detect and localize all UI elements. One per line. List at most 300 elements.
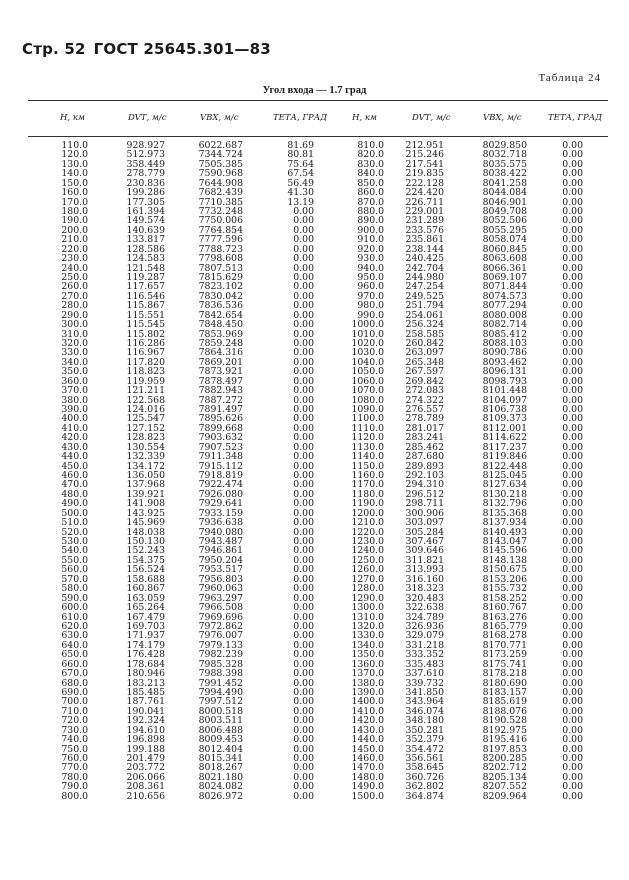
cell-theta-right: 0.00 <box>562 658 583 670</box>
cell-vbx-left: 7823.102 <box>198 281 243 293</box>
cell-theta-left: 0.00 <box>293 554 314 566</box>
cell-dvt-right: 222.128 <box>405 177 444 189</box>
cell-dvt-left: 190.041 <box>126 705 165 717</box>
cell-altitude-left: 290.0 <box>61 309 88 321</box>
cell-dvt-left: 128.586 <box>126 243 165 255</box>
cell-vbx-left: 7976.007 <box>198 630 243 642</box>
cell-theta-right: 0.00 <box>562 554 583 566</box>
cell-altitude-left: 170.0 <box>61 196 88 208</box>
cell-theta-right: 0.00 <box>562 451 583 463</box>
cell-vbx-left: 7798.608 <box>198 253 243 265</box>
page-number: Стр. 52 <box>22 40 86 58</box>
cell-altitude-right: 1130.0 <box>351 441 384 453</box>
cell-dvt-left: 196.898 <box>126 734 165 746</box>
cell-dvt-right: 274.322 <box>405 394 444 406</box>
cell-vbx-left: 7887.272 <box>198 394 243 406</box>
cell-altitude-left: 440.0 <box>61 451 88 463</box>
cell-altitude-right: 1140.0 <box>351 451 384 463</box>
cell-theta-right: 0.00 <box>562 771 583 783</box>
cell-altitude-left: 680.0 <box>61 677 88 689</box>
cell-vbx-left: 7950.204 <box>198 554 243 566</box>
cell-dvt-right: 305.284 <box>405 526 444 538</box>
cell-theta-right: 0.00 <box>562 592 583 604</box>
cell-theta-right: 0.00 <box>562 215 583 227</box>
cell-dvt-left: 192.324 <box>126 715 165 727</box>
cell-vbx-right: 8058.074 <box>482 234 527 246</box>
cell-vbx-right: 8145.596 <box>482 545 527 557</box>
cell-dvt-right: 339.732 <box>405 677 444 689</box>
cell-altitude-left: 640.0 <box>61 639 88 651</box>
cell-dvt-right: 254.061 <box>405 309 444 321</box>
cell-theta-right: 0.00 <box>562 404 583 416</box>
cell-vbx-left: 7815.629 <box>198 272 243 284</box>
cell-theta-left: 0.00 <box>293 309 314 321</box>
cell-vbx-right: 8038.422 <box>482 168 527 180</box>
cell-dvt-right: 278.789 <box>405 413 444 425</box>
cell-altitude-left: 750.0 <box>61 743 88 755</box>
cell-theta-left: 0.00 <box>293 422 314 434</box>
cell-dvt-left: 148.038 <box>126 526 165 538</box>
cell-vbx-right: 8200.285 <box>482 752 527 764</box>
cell-theta-right: 0.00 <box>562 385 583 397</box>
cell-vbx-right: 8119.846 <box>482 451 527 463</box>
cell-dvt-left: 160.867 <box>126 583 165 595</box>
cell-dvt-right: 318.323 <box>405 583 444 595</box>
cell-vbx-left: 7956.803 <box>198 573 243 585</box>
cell-altitude-left: 250.0 <box>61 272 88 284</box>
cell-altitude-left: 190.0 <box>61 215 88 227</box>
cell-dvt-left: 183.213 <box>126 677 165 689</box>
cell-altitude-right: 1500.0 <box>351 790 384 802</box>
cell-theta-left: 0.00 <box>293 526 314 538</box>
cell-altitude-left: 580.0 <box>61 583 88 595</box>
cell-altitude-right: 940.0 <box>357 262 384 274</box>
cell-theta-left: 0.00 <box>293 507 314 519</box>
cell-altitude-left: 130.0 <box>61 158 88 170</box>
cell-vbx-left: 7988.398 <box>198 668 243 680</box>
cell-altitude-right: 1390.0 <box>351 686 384 698</box>
cell-vbx-left: 7882.943 <box>198 385 243 397</box>
cell-dvt-right: 307.467 <box>405 536 444 548</box>
cell-dvt-right: 300.906 <box>405 507 444 519</box>
cell-altitude-right: 1310.0 <box>351 611 384 623</box>
col-head-altitude-right: Н, км <box>352 113 377 123</box>
cell-vbx-left: 8012.404 <box>198 743 243 755</box>
cell-dvt-right: 242.704 <box>405 262 444 274</box>
cell-theta-left: 0.00 <box>293 234 314 246</box>
cell-dvt-right: 267.597 <box>405 366 444 378</box>
cell-theta-left: 0.00 <box>293 705 314 717</box>
cell-altitude-right: 1260.0 <box>351 564 384 576</box>
cell-dvt-right: 269.842 <box>405 375 444 387</box>
cell-vbx-right: 8205.134 <box>482 771 527 783</box>
cell-theta-right: 0.00 <box>562 668 583 680</box>
cell-dvt-right: 244.980 <box>405 272 444 284</box>
cell-vbx-right: 8125.045 <box>482 470 527 482</box>
cell-altitude-left: 550.0 <box>61 554 88 566</box>
cell-theta-left: 0.00 <box>293 583 314 595</box>
cell-vbx-right: 8077.294 <box>482 300 527 312</box>
cell-dvt-right: 309.646 <box>405 545 444 557</box>
cell-vbx-left: 7710.385 <box>198 196 243 208</box>
cell-dvt-left: 178.684 <box>126 658 165 670</box>
cell-vbx-left: 7903.632 <box>198 432 243 444</box>
cell-dvt-left: 124.016 <box>126 404 165 416</box>
cell-altitude-left: 110.0 <box>61 140 88 151</box>
cell-theta-right: 0.00 <box>562 583 583 595</box>
cell-altitude-left: 600.0 <box>61 602 88 614</box>
cell-vbx-left: 8006.488 <box>198 724 243 736</box>
cell-theta-left: 67.54 <box>287 168 314 180</box>
cell-theta-left: 0.00 <box>293 734 314 746</box>
cell-vbx-left: 7807.513 <box>198 262 243 274</box>
cell-vbx-right: 8155.732 <box>482 583 527 595</box>
cell-theta-right: 0.00 <box>562 375 583 387</box>
cell-theta-right: 0.00 <box>562 309 583 321</box>
cell-theta-right: 0.00 <box>562 347 583 359</box>
cell-vbx-left: 8026.972 <box>198 790 243 802</box>
cell-vbx-right: 8143.047 <box>482 536 527 548</box>
cell-theta-right: 0.00 <box>562 187 583 199</box>
cell-vbx-right: 8140.493 <box>482 526 527 538</box>
cell-dvt-left: 185.485 <box>126 686 165 698</box>
cell-theta-right: 0.00 <box>562 243 583 255</box>
cell-altitude-left: 300.0 <box>61 319 88 331</box>
cell-theta-right: 0.00 <box>562 752 583 764</box>
cell-altitude-right: 1270.0 <box>351 573 384 585</box>
cell-vbx-left: 7505.385 <box>198 158 243 170</box>
cell-theta-left: 0.00 <box>293 366 314 378</box>
cell-theta-right: 0.00 <box>562 432 583 444</box>
cell-altitude-right: 810.0 <box>357 140 384 151</box>
cell-vbx-left: 7979.133 <box>198 639 243 651</box>
cell-dvt-right: 240.425 <box>405 253 444 265</box>
cell-vbx-left: 8009.453 <box>198 734 243 746</box>
cell-altitude-left: 400.0 <box>61 413 88 425</box>
cell-dvt-left: 180.946 <box>126 668 165 680</box>
cell-altitude-right: 1410.0 <box>351 705 384 717</box>
cell-dvt-left: 230.836 <box>126 177 165 189</box>
cell-vbx-right: 8195.416 <box>482 734 527 746</box>
col-head-altitude-left: Н, км <box>60 113 85 123</box>
cell-dvt-left: 130.554 <box>126 441 165 453</box>
cell-theta-right: 0.00 <box>562 734 583 746</box>
cell-vbx-right: 8158.252 <box>482 592 527 604</box>
cell-vbx-right: 8135.368 <box>482 507 527 519</box>
cell-vbx-right: 8088.103 <box>482 338 527 350</box>
cell-theta-left: 0.00 <box>293 790 314 802</box>
cell-theta-right: 0.00 <box>562 338 583 350</box>
cell-altitude-right: 1290.0 <box>351 592 384 604</box>
cell-vbx-left: 7864.316 <box>198 347 243 359</box>
cell-dvt-right: 283.241 <box>405 432 444 444</box>
cell-vbx-left: 7969.696 <box>198 611 243 623</box>
cell-dvt-right: 260.842 <box>405 338 444 350</box>
cell-altitude-right: 1160.0 <box>351 470 384 482</box>
cell-dvt-right: 350.281 <box>405 724 444 736</box>
cell-theta-left: 0.00 <box>293 564 314 576</box>
cell-altitude-right: 1320.0 <box>351 620 384 632</box>
cell-theta-right: 0.00 <box>562 262 583 274</box>
cell-theta-left: 0.00 <box>293 658 314 670</box>
cell-altitude-left: 260.0 <box>61 281 88 293</box>
cell-altitude-left: 480.0 <box>61 488 88 500</box>
cell-vbx-right: 8096.131 <box>482 366 527 378</box>
cell-altitude-left: 390.0 <box>61 404 88 416</box>
col-head-vbx-right: VВХ, м/с <box>483 113 522 123</box>
cell-theta-right: 0.00 <box>562 479 583 491</box>
cell-vbx-right: 8044.084 <box>482 187 527 199</box>
cell-dvt-left: 140.639 <box>126 224 165 236</box>
cell-altitude-right: 1360.0 <box>351 658 384 670</box>
cell-altitude-right: 1030.0 <box>351 347 384 359</box>
cell-dvt-right: 287.680 <box>405 451 444 463</box>
cell-vbx-left: 7982.239 <box>198 649 243 661</box>
cell-dvt-left: 203.772 <box>126 762 165 774</box>
cell-theta-left: 0.00 <box>293 262 314 274</box>
cell-dvt-right: 219.835 <box>405 168 444 180</box>
cell-altitude-left: 420.0 <box>61 432 88 444</box>
cell-vbx-left: 7895.626 <box>198 413 243 425</box>
cell-theta-right: 0.00 <box>562 206 583 217</box>
cell-theta-left: 0.00 <box>293 771 314 783</box>
col-head-vbx-left: VВХ, м/с <box>200 113 239 123</box>
cell-dvt-right: 333.352 <box>405 649 444 661</box>
cell-altitude-right: 990.0 <box>357 309 384 321</box>
cell-altitude-left: 140.0 <box>61 168 88 180</box>
page-header <box>22 40 271 58</box>
cell-theta-right: 0.00 <box>562 564 583 576</box>
cell-dvt-left: 165.264 <box>126 602 165 614</box>
cell-altitude-right: 960.0 <box>357 281 384 293</box>
cell-dvt-right: 238.144 <box>405 243 444 255</box>
cell-altitude-right: 1220.0 <box>351 526 384 538</box>
cell-dvt-right: 358.645 <box>405 762 444 774</box>
cell-theta-right: 0.00 <box>562 498 583 510</box>
cell-altitude-right: 1370.0 <box>351 668 384 680</box>
cell-altitude-right: 850.0 <box>357 177 384 189</box>
cell-theta-left: 13.19 <box>287 196 314 208</box>
cell-vbx-right: 8049.708 <box>482 206 527 217</box>
cell-dvt-left: 199.188 <box>126 743 165 755</box>
cell-theta-right: 0.00 <box>562 639 583 651</box>
cell-vbx-left: 7869.201 <box>198 356 243 368</box>
cell-theta-left: 0.00 <box>293 696 314 708</box>
cell-dvt-left: 158.688 <box>126 573 165 585</box>
cell-theta-right: 0.00 <box>562 724 583 736</box>
cell-theta-left: 0.00 <box>293 347 314 359</box>
cell-vbx-left: 7926.080 <box>198 488 243 500</box>
cell-dvt-right: 352.379 <box>405 734 444 746</box>
cell-theta-left: 0.00 <box>293 206 314 217</box>
cell-theta-left: 0.00 <box>293 488 314 500</box>
cell-vbx-left: 7788.723 <box>198 243 243 255</box>
cell-vbx-right: 8106.738 <box>482 404 527 416</box>
cell-theta-right: 0.00 <box>562 762 583 774</box>
cell-dvt-left: 124.583 <box>126 253 165 265</box>
cell-altitude-right: 1040.0 <box>351 356 384 368</box>
cell-altitude-right: 1440.0 <box>351 734 384 746</box>
cell-theta-left: 0.00 <box>293 573 314 585</box>
cell-altitude-right: 1480.0 <box>351 771 384 783</box>
cell-dvt-right: 303.097 <box>405 517 444 529</box>
cell-dvt-left: 139.921 <box>126 488 165 500</box>
cell-theta-left: 0.00 <box>293 545 314 557</box>
cell-altitude-left: 530.0 <box>61 536 88 548</box>
cell-altitude-left: 590.0 <box>61 592 88 604</box>
cell-theta-left: 0.00 <box>293 394 314 406</box>
cell-vbx-right: 8117.237 <box>482 441 527 453</box>
cell-altitude-left: 210.0 <box>61 234 88 246</box>
cell-theta-left: 0.00 <box>293 224 314 236</box>
cell-theta-left: 0.00 <box>293 385 314 397</box>
cell-theta-left: 0.00 <box>293 290 314 302</box>
cell-dvt-left: 201.479 <box>126 752 165 764</box>
cell-altitude-left: 790.0 <box>61 781 88 793</box>
cell-dvt-left: 133.817 <box>126 234 165 246</box>
cell-theta-left: 0.00 <box>293 479 314 491</box>
cell-altitude-left: 200.0 <box>61 224 88 236</box>
cell-theta-right: 0.00 <box>562 620 583 632</box>
cell-theta-right: 0.00 <box>562 696 583 708</box>
cell-theta-right: 0.00 <box>562 328 583 340</box>
cell-dvt-right: 329.079 <box>405 630 444 642</box>
cell-altitude-right: 1010.0 <box>351 328 384 340</box>
cell-dvt-left: 116.546 <box>126 290 165 302</box>
cell-theta-left: 0.00 <box>293 686 314 698</box>
cell-altitude-left: 520.0 <box>61 526 88 538</box>
cell-theta-right: 0.00 <box>562 630 583 642</box>
cell-theta-left: 0.00 <box>293 536 314 548</box>
cell-vbx-right: 8183.157 <box>482 686 527 698</box>
cell-vbx-right: 8046.901 <box>482 196 527 208</box>
cell-theta-right: 0.00 <box>562 413 583 425</box>
cell-dvt-left: 928.927 <box>126 140 165 151</box>
cell-vbx-right: 8153.206 <box>482 573 527 585</box>
cell-vbx-left: 7644.908 <box>198 177 243 189</box>
cell-altitude-left: 450.0 <box>61 460 88 472</box>
cell-dvt-right: 320.483 <box>405 592 444 604</box>
cell-vbx-right: 8052.506 <box>482 215 527 227</box>
cell-altitude-right: 1280.0 <box>351 583 384 595</box>
cell-vbx-left: 7943.487 <box>198 536 243 548</box>
cell-dvt-right: 285.462 <box>405 441 444 453</box>
cell-dvt-left: 154.375 <box>126 554 165 566</box>
cell-theta-right: 0.00 <box>562 290 583 302</box>
cell-altitude-left: 360.0 <box>61 375 88 387</box>
cell-vbx-right: 8173.259 <box>482 649 527 661</box>
cell-dvt-left: 115.802 <box>126 328 165 340</box>
cell-altitude-left: 120.0 <box>61 149 88 161</box>
cell-vbx-left: 7985.328 <box>198 658 243 670</box>
cell-dvt-left: 512.973 <box>126 149 165 161</box>
cell-dvt-left: 358.449 <box>126 158 165 170</box>
cell-vbx-left: 8003.511 <box>198 715 243 727</box>
cell-theta-right: 0.00 <box>562 140 583 151</box>
cell-dvt-left: 121.211 <box>126 385 165 397</box>
cell-vbx-left: 7929.641 <box>198 498 243 510</box>
cell-altitude-left: 770.0 <box>61 762 88 774</box>
cell-dvt-right: 326.936 <box>405 620 444 632</box>
cell-dvt-right: 224.420 <box>405 187 444 199</box>
cell-dvt-right: 276.557 <box>405 404 444 416</box>
cell-theta-left: 0.00 <box>293 668 314 680</box>
cell-dvt-right: 298.711 <box>405 498 444 510</box>
cell-theta-right: 0.00 <box>562 715 583 727</box>
cell-vbx-right: 8160.767 <box>482 602 527 614</box>
cell-vbx-right: 8165.779 <box>482 620 527 632</box>
cell-altitude-right: 1060.0 <box>351 375 384 387</box>
cell-dvt-left: 127.152 <box>126 422 165 434</box>
cell-theta-right: 0.00 <box>562 488 583 500</box>
cell-theta-left: 0.00 <box>293 743 314 755</box>
cell-vbx-right: 8190.528 <box>482 715 527 727</box>
cell-theta-left: 41.30 <box>287 187 314 199</box>
cell-dvt-right: 263.097 <box>405 347 444 359</box>
cell-altitude-right: 1430.0 <box>351 724 384 736</box>
cell-altitude-right: 1340.0 <box>351 639 384 651</box>
cell-dvt-left: 174.179 <box>126 639 165 651</box>
cell-theta-left: 0.00 <box>293 356 314 368</box>
cell-dvt-left: 143.925 <box>126 507 165 519</box>
cell-theta-left: 0.00 <box>293 451 314 463</box>
cell-theta-right: 0.00 <box>562 686 583 698</box>
col-head-theta-left: ТЕТА, ГРАД <box>273 113 328 123</box>
cell-vbx-right: 8130.218 <box>482 488 527 500</box>
cell-dvt-left: 115.867 <box>126 300 165 312</box>
cell-altitude-left: 780.0 <box>61 771 88 783</box>
cell-altitude-right: 950.0 <box>357 272 384 284</box>
cell-theta-left: 0.00 <box>293 715 314 727</box>
cell-altitude-left: 340.0 <box>61 356 88 368</box>
cell-theta-right: 0.00 <box>562 168 583 180</box>
cell-vbx-left: 7891.497 <box>198 404 243 416</box>
cell-vbx-right: 8074.573 <box>482 290 527 302</box>
cell-altitude-right: 1240.0 <box>351 545 384 557</box>
cell-vbx-left: 7991.452 <box>198 677 243 689</box>
cell-theta-right: 0.00 <box>562 649 583 661</box>
cell-altitude-right: 1150.0 <box>351 460 384 472</box>
cell-vbx-right: 8178.218 <box>482 668 527 680</box>
cell-theta-right: 0.00 <box>562 602 583 614</box>
cell-altitude-right: 900.0 <box>357 224 384 236</box>
cell-altitude-left: 510.0 <box>61 517 88 529</box>
cell-vbx-right: 8029.850 <box>482 140 527 151</box>
cell-altitude-left: 370.0 <box>61 385 88 397</box>
cell-vbx-right: 8082.714 <box>482 319 527 331</box>
cell-altitude-left: 610.0 <box>61 611 88 623</box>
cell-vbx-right: 8163.276 <box>482 611 527 623</box>
cell-vbx-left: 7918.819 <box>198 470 243 482</box>
cell-vbx-left: 7936.638 <box>198 517 243 529</box>
cell-theta-left: 0.00 <box>293 781 314 793</box>
cell-theta-right: 0.00 <box>562 743 583 755</box>
cell-altitude-right: 1450.0 <box>351 743 384 755</box>
cell-theta-right: 0.00 <box>562 158 583 170</box>
cell-dvt-right: 354.472 <box>405 743 444 755</box>
cell-vbx-left: 7344.724 <box>198 149 243 161</box>
cell-vbx-right: 8168.278 <box>482 630 527 642</box>
cell-theta-left: 0.00 <box>293 470 314 482</box>
cell-dvt-right: 247.254 <box>405 281 444 293</box>
cell-theta-right: 0.00 <box>562 366 583 378</box>
cell-altitude-left: 800.0 <box>61 790 88 802</box>
cell-dvt-right: 294.310 <box>405 479 444 491</box>
cell-theta-left: 56.49 <box>287 177 314 189</box>
cell-altitude-left: 570.0 <box>61 573 88 585</box>
cell-vbx-left: 7836.536 <box>198 300 243 312</box>
cell-vbx-left: 7915.112 <box>198 460 243 472</box>
